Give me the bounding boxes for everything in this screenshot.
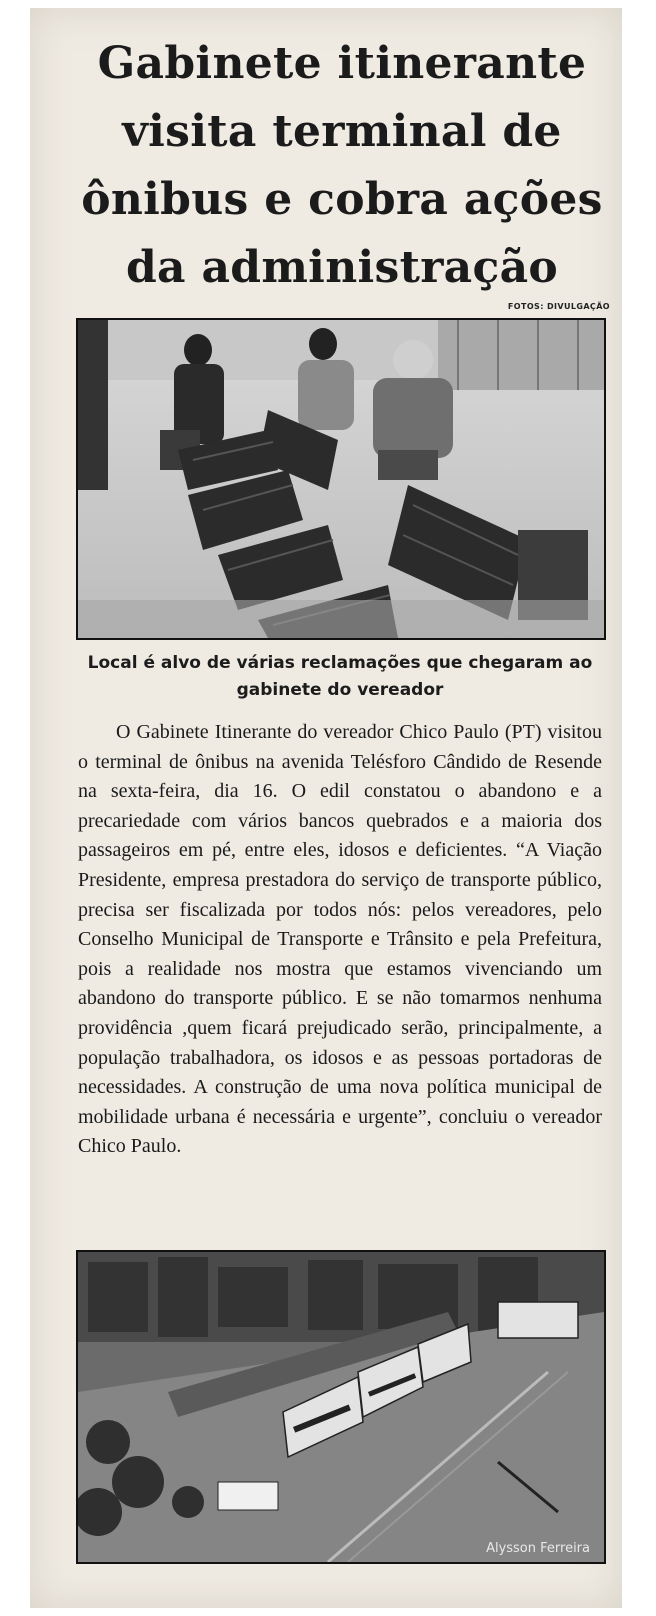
headline: Gabinete itinerante visita terminal de ônibus e cobra ações da administração xyxy=(81,38,603,293)
photo-caption: Local é alvo de várias reclamações que chegaram ao gabinete do vereador xyxy=(87,653,593,700)
photo-credit-bottom: Alysson Ferreira xyxy=(486,1541,590,1556)
article-body: O Gabinete Itinerante do vereador Chico Paulo (PT) visitou o terminal de ônibus na avenida Telésforo Cândido de Resende na sexta-feira, dia 16. O edil constatou o abandono e a precariedade com vários bancos quebrados e a maioria dos passageiros em pé, entre eles, idosos e deficientes. “A Viação Presidente, empresa prestadora do serviço de transporte público, precisa ser fiscalizada por todos nós: pelos vereadores, pelo Conselho Municipal de Transporte e Trânsito e pela Prefeitura, pois a realidade nos mostra que estamos vivenciando um abandono do transporte público. E se não tomarmos nenhuma providência ,quem ficará prejudicado serão, principalmente, a população trabalhadora, os idosos e as pessoas portadoras de necessidades. A construção de uma nova política municipal de mobilidade urbana é necessária e urgente”, concluiu o vereador Chico Paulo. xyxy=(78,721,602,1158)
bus-terminal-benches-photo xyxy=(76,318,606,640)
bus-terminal-aerial-photo xyxy=(76,1250,606,1564)
photo-credit-top: FOTOS: DIVULGAÇÃO xyxy=(507,302,610,311)
